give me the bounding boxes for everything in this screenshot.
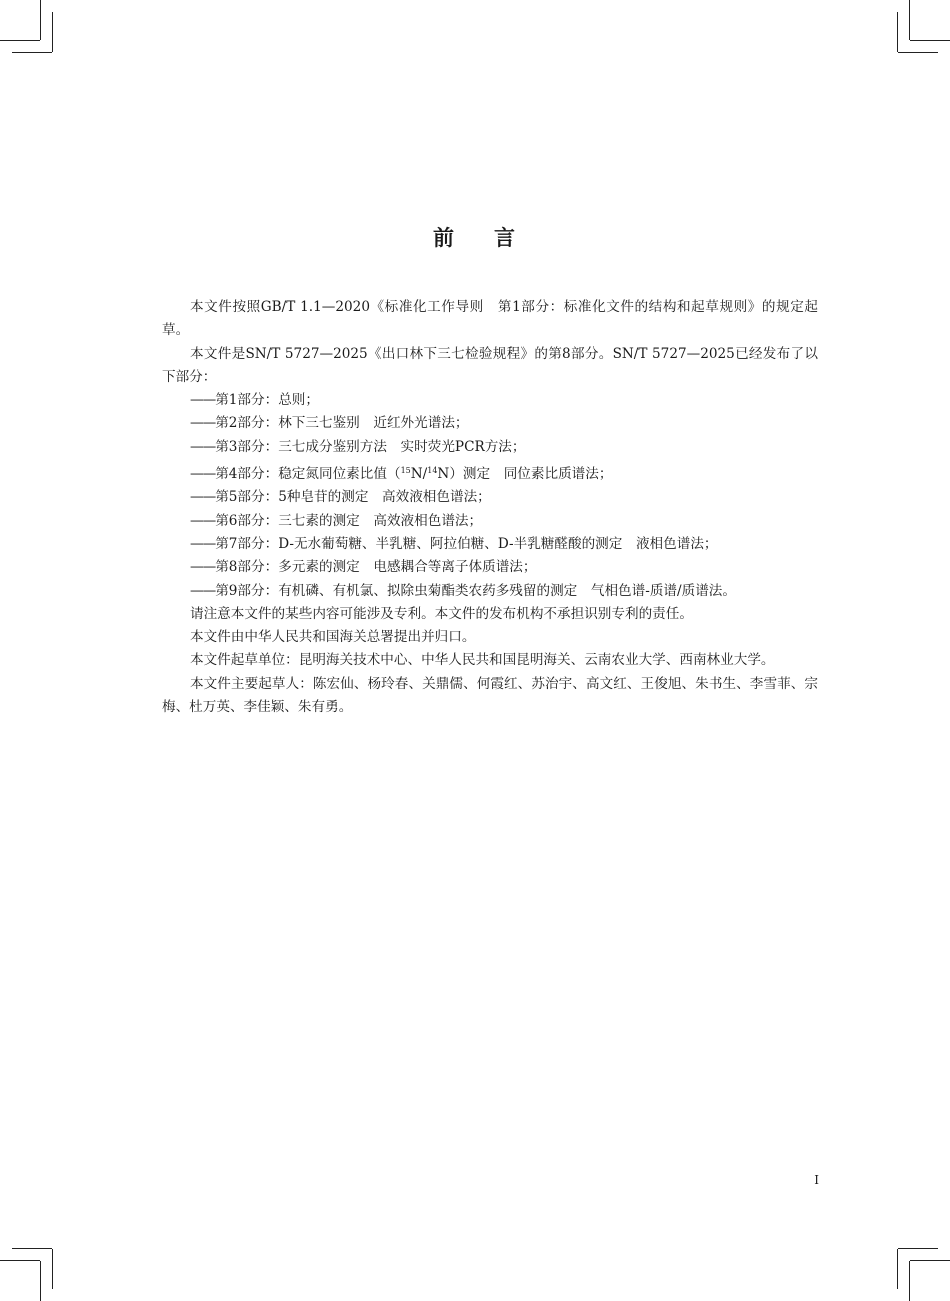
list-item: ——第1部分：总则； [190,392,319,409]
list-item: ——第6部分：三七素的测定 高效液相色谱法； [190,512,483,529]
paragraph: 请注意本文件的某些内容可能涉及专利。本文件的发布机构不承担识别专利的责任。 [190,605,693,622]
crop-mark [12,1248,52,1249]
paragraph: 本文件是SN/T 5727—2025《出口林下三七检验规程》的第8部分。SN/T 5727—2025已经发布了以下部分： [162,345,818,385]
paragraph: 本文件主要起草人：陈宏仙、杨玲春、关鼎儒、何霞红、苏治宇、高文红、王俊旭、朱书生、李雪菲、宗梅、杜万英、李佳颖、朱有勇。 [162,675,818,716]
page-title [0,222,950,252]
list-item: ——第8部分：多元素的测定 电感耦合等离子体质谱法； [190,559,537,576]
crop-mark [898,1248,938,1249]
paragraph: 本文件起草单位：昆明海关技术中心、中华人民共和国昆明海关、云南农业大学、西南林业大学。 [190,652,775,669]
paragraph: 本文件按照GB/T 1.1—2020《标准化工作导则 第1部分：标准化文件的结构和起草规则》的规定起草。 [162,299,818,339]
crop-mark [909,1261,910,1301]
crop-mark [0,40,40,41]
crop-mark [52,1249,53,1289]
title-part: 前 [433,226,456,250]
list-item: ——第4部分：稳定氮同位素比值（$^{15}$N/$^{14}$N）测定 同位素比质谱法； [190,466,613,483]
crop-mark [897,12,898,52]
list-item: ——第7部分：D-无水葡萄糖、半乳糖、阿拉伯糖、D-半乳糖醛酸的测定 液相色谱法； [190,535,718,552]
crop-mark [910,1260,950,1261]
crop-mark [910,40,950,41]
foreword-body [162,296,818,719]
title-part: 言 [494,226,517,250]
crop-mark [52,12,53,52]
crop-mark [897,1249,898,1289]
page-number: I [814,1173,819,1187]
list-item: ——第9部分：有机磷、有机氯、拟除虫菊酯类农药多残留的测定 气相色谱-质谱/质谱法。 [190,582,736,599]
paragraph: 本文件由中华人民共和国海关总署提出并归口。 [190,629,476,646]
list-item: ——第2部分：林下三七鉴别 近红外光谱法； [190,415,469,432]
crop-mark [40,0,41,40]
crop-mark [0,1260,40,1261]
crop-mark [40,1261,41,1301]
crop-mark [909,0,910,40]
list-item: ——第3部分：三七成分鉴别方法 实时荧光PCR方法； [190,438,526,455]
crop-mark [12,52,52,53]
list-item: ——第5部分：5种皂苷的测定 高效液相色谱法； [190,489,491,506]
crop-mark [898,52,938,53]
